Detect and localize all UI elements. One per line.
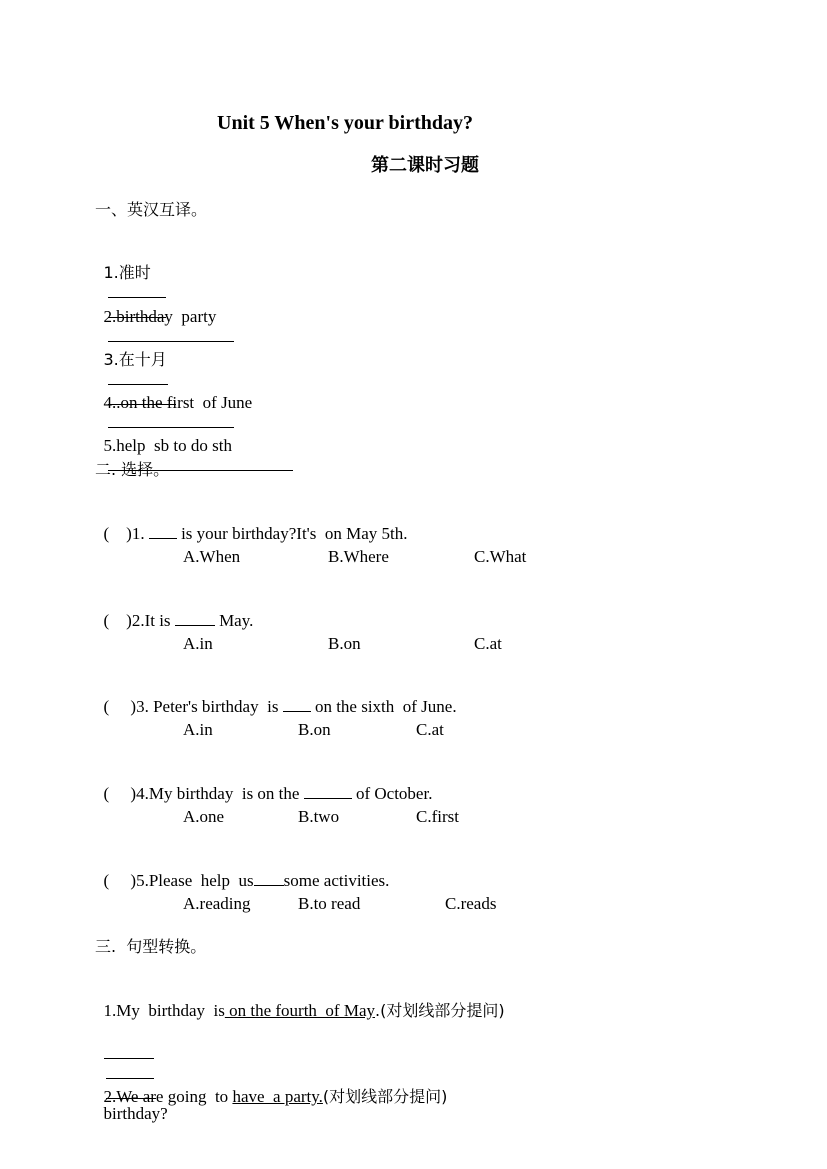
mc-question-3 — [95, 677, 457, 717]
answer-parentheses[interactable]: ( ) — [103, 871, 137, 890]
question-blank — [149, 524, 177, 539]
question-blank — [304, 784, 352, 799]
question-text: 1. — [131, 524, 149, 543]
question-instruction: (对划线部分提问) — [322, 1087, 448, 1106]
mc-question-1 — [95, 504, 407, 544]
item-text: 2.birthday party — [103, 307, 217, 326]
item-text: 4..on the first of June — [103, 393, 253, 412]
question-blank — [175, 611, 215, 626]
question-blank — [283, 697, 311, 712]
transform-question-1 — [95, 981, 505, 1021]
question-text: some activities. — [283, 871, 390, 890]
mc-question-2 — [95, 591, 253, 631]
question-text: 5.Please help us — [136, 871, 254, 890]
option-b[interactable]: B.to read — [298, 894, 361, 913]
item-text: 1.准时 — [103, 263, 151, 282]
question-text: 2.We are going to — [103, 1087, 233, 1106]
answer-parentheses[interactable]: ( ) — [103, 784, 137, 803]
question-text: 1.My birthday is — [103, 1001, 225, 1020]
page-subtitle: 第二课时习题 — [371, 155, 479, 176]
option-a[interactable]: A.in — [183, 720, 213, 739]
question-text: 2.It is — [131, 611, 175, 630]
option-b[interactable]: B.on — [298, 720, 331, 739]
question-text: of October. — [351, 784, 433, 803]
option-c[interactable]: C.first — [416, 807, 459, 826]
answer-parentheses[interactable]: ( ) — [103, 697, 137, 716]
question-text: 3. Peter's birthday is — [136, 697, 283, 716]
section3-heading: 三. 句型转换。 — [95, 937, 207, 956]
option-c[interactable]: C.at — [416, 720, 444, 739]
option-b[interactable]: B.on — [328, 634, 361, 653]
page-title: Unit 5 When's your birthday? — [217, 112, 473, 134]
answer-parentheses[interactable]: ( ) — [103, 611, 132, 630]
mc-question-5 — [95, 851, 389, 891]
answer-suffix: birthday? — [103, 1104, 168, 1123]
question-instruction: .(对划线部分提问) — [375, 1001, 505, 1020]
question-text: 4.My birthday is on the — [136, 784, 304, 803]
question-blank — [254, 871, 284, 886]
section1-heading: 一、英汉互译。 — [95, 200, 208, 219]
question-text: May. — [214, 611, 254, 630]
section2-heading: 二. 选择。 — [95, 460, 170, 479]
question-text: on the sixth of June. — [310, 697, 457, 716]
item-text: 5.help sb to do sth — [103, 436, 232, 455]
transform-question-2 — [95, 1067, 447, 1107]
underlined-phrase: on the fourth of May — [224, 1001, 375, 1020]
option-a[interactable]: A.When — [183, 547, 241, 566]
item-text: 3.在十月 — [103, 350, 167, 369]
option-c[interactable]: C.What — [474, 547, 527, 566]
question-text: is your birthday?It's on May 5th. — [176, 524, 408, 543]
mc-question-4 — [95, 764, 432, 804]
option-a[interactable]: A.reading — [183, 894, 251, 913]
option-a[interactable]: A.in — [183, 634, 213, 653]
option-b[interactable]: B.two — [298, 807, 340, 826]
underlined-phrase: have a party. — [232, 1087, 323, 1106]
answer-blank[interactable] — [104, 1044, 154, 1059]
option-c[interactable]: C.reads — [445, 894, 497, 913]
option-c[interactable]: C.at — [474, 634, 502, 653]
option-b[interactable]: B.Where — [328, 547, 389, 566]
answer-parentheses[interactable]: ( ) — [103, 524, 132, 543]
option-a[interactable]: A.one — [183, 807, 225, 826]
